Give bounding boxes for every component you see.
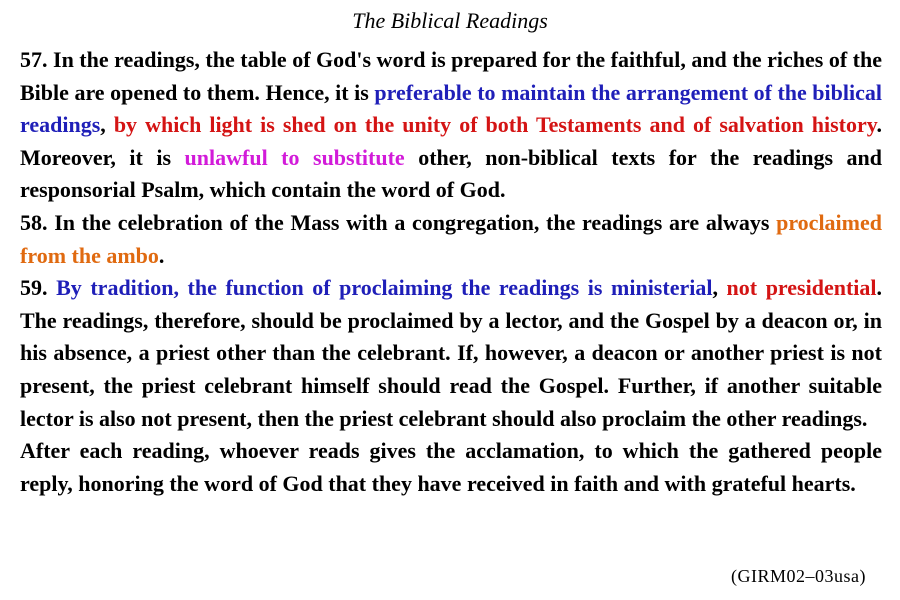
p58-text-2: .: [158, 242, 165, 268]
paragraph-57: [20, 44, 882, 207]
paragraph-59: [20, 272, 882, 435]
citation: (GIRM02–03usa): [731, 566, 866, 586]
paragraph-58: [20, 207, 882, 272]
p57-text-4: other, non-biblical texts for the readings and responsorial Psalm, which contain the word of God.: [20, 144, 882, 203]
p57-text-3: . Moreover, it is: [20, 112, 883, 170]
p58-text-1: 58. In the celebration of the Mass with a congregation, the readings are always: [20, 209, 777, 235]
p58-highlight-orange: proclaimed from the ambo: [20, 209, 882, 268]
p59-text-2: . The readings, therefore, should be proclaimed by a lector, and the Gospel by a deacon or, in his absence, a priest other than the celebrant. If, however, a deacon or another priest is not present, the priest celebrant himself should read the Gospel. Further, if another suitable lector is also not present, then the priest celebrant should also proclaim the other readings.: [20, 275, 883, 431]
document-body: [20, 44, 882, 500]
p57-text-2: ,: [100, 112, 114, 138]
p57-highlight-magenta: unlawful to substitute: [184, 144, 405, 170]
p59-text-1: ,: [712, 275, 727, 301]
p59-highlight-blue: By tradition, the function of proclaiming the readings is ministerial: [56, 275, 713, 301]
paragraph-after: After each reading, whoever reads gives the acclamation, to which the gathered people reply, honoring the word of God that they have received in faith and with grateful hearts.: [20, 438, 882, 496]
p57-text-1: 57. In the readings, the table of God's word is prepared for the faithful, and the riches of the Bible are opened to them. Hence, it is: [20, 47, 882, 105]
p59-number: 59.: [20, 275, 57, 301]
p57-highlight-red: by which light is shed on the unity of both Testaments and of salvation history: [113, 112, 877, 138]
page-title: The Biblical Readings: [352, 8, 548, 33]
p57-highlight-blue: preferable to maintain the arrangement of the biblical readings: [20, 79, 882, 138]
p59-highlight-red: not presidential: [726, 275, 877, 301]
